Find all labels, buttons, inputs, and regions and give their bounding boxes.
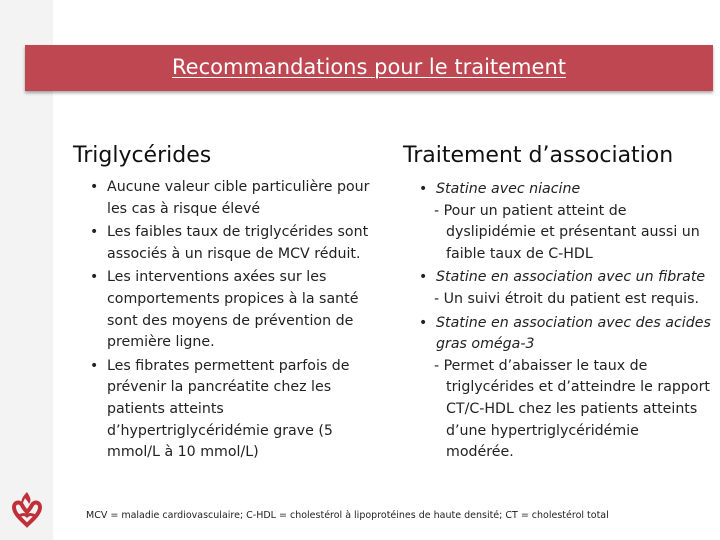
list-item: • Statine avec niacine [419, 181, 581, 197]
title-banner [25, 45, 713, 91]
list-item: • Statine en association avec un fibrate [419, 269, 706, 286]
heart-flame-icon [6, 488, 48, 530]
sub-item: - Un suivi étroit du patient est requis. [434, 290, 699, 307]
list-item: • Statine en association avec des acides gras oméga-3 [419, 314, 711, 353]
list-item: • Les interventions axées sur les comportements propices à la santé sont des moyens de prévention de première ligne. [90, 269, 359, 351]
list-item: • Les faibles taux de triglycérides sont associés à un risque de MCV réduit. [90, 224, 369, 262]
footnote: MCV = maladie cardiovasculaire; C-HDL = cholestérol à lipoprotéines de haute densité; CT = cholestérol total [86, 510, 609, 521]
triglycerides-list [90, 177, 377, 466]
triglycerides-heading: Triglycérides [73, 143, 212, 168]
slide-title: Recommandations pour le traitement [172, 55, 566, 79]
sub-item: - Permet d’abaisser le taux de triglycérides et d’atteindre le rapport CT/C-HDL chez les patients atteints d’une hypertriglycéridémie modérée. [434, 357, 710, 461]
combination-therapy-list [419, 177, 712, 466]
list-item: • Les fibrates permettent parfois de prévenir la pancréatite chez les patients atteints d’hypertriglycéridémie grave (5 mmol/L à 10 mmol/L) [90, 357, 350, 461]
sub-item: - Pour un patient atteint de dyslipidémie et présentant aussi un faible taux de C-HDL [434, 202, 700, 262]
list-item: • Aucune valeur cible particulière pour les cas à risque élevé [90, 179, 370, 217]
combination-therapy-heading: Traitement d’association [403, 143, 674, 168]
